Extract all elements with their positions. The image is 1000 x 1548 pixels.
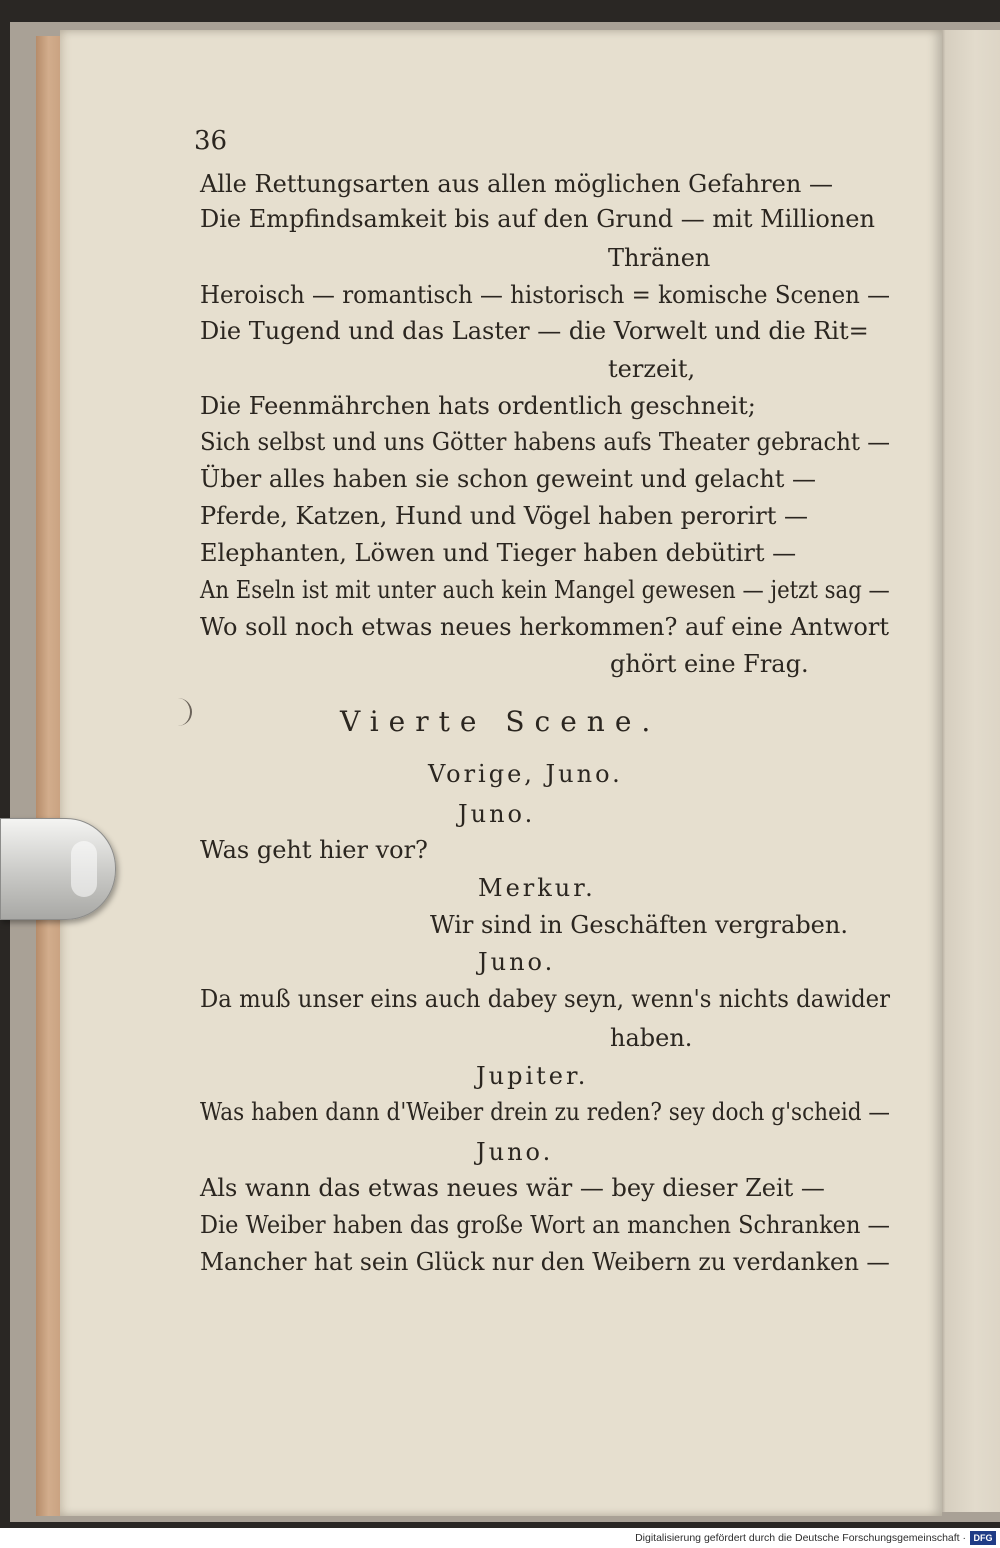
verse-line: Über alles haben sie schon geweint und gelacht — bbox=[200, 465, 817, 493]
verse-line: Pferde, Katzen, Hund und Vögel haben perorirt — bbox=[200, 502, 808, 530]
dialogue-line: Was geht hier vor? bbox=[200, 836, 428, 864]
digitization-credit: Digitalisierung gefördert durch die Deutsche Forschungsgemeinschaft · bbox=[635, 1532, 966, 1544]
speaker-name: Juno. bbox=[458, 800, 536, 828]
verse-line: Die Feenmährchen hats ordentlich geschneit; bbox=[200, 392, 756, 420]
speaker-name: Juno. bbox=[476, 1138, 554, 1166]
dialogue-line: Wir sind in Geschäften vergraben. bbox=[430, 911, 848, 939]
dialogue-line: Mancher hat sein Glück nur den Weibern zu verdanken — bbox=[200, 1248, 890, 1276]
speaker-name: Jupiter. bbox=[476, 1062, 589, 1090]
dialogue-line-continuation: haben. bbox=[610, 1024, 693, 1052]
speaker-name: Merkur. bbox=[478, 874, 596, 902]
dialogue-line: Die Weiber haben das große Wort an manchen Schranken — bbox=[200, 1211, 890, 1239]
stage-direction: Vorige, Juno. bbox=[428, 760, 623, 788]
verse-line-continuation: Thränen bbox=[608, 244, 711, 272]
dialogue-line: Da muß unser eins auch dabey seyn, wenn's nichts dawider bbox=[200, 985, 891, 1013]
verse-line: Die Empfindsamkeit bis auf den Grund — mit Millionen bbox=[200, 205, 875, 233]
verse-line: Wo soll noch etwas neues herkommen? auf eine Antwort bbox=[200, 613, 889, 641]
verse-line-continuation: terzeit, bbox=[608, 355, 696, 383]
verse-line: Elephanten, Löwen und Tieger haben debütirt — bbox=[200, 539, 797, 567]
verse-line: Die Tugend und das Laster — die Vorwelt und die Rit= bbox=[200, 317, 869, 345]
verse-line: Heroisch — romantisch — historisch = komische Scenen — bbox=[200, 281, 891, 309]
dialogue-line: Was haben dann d'Weiber drein zu reden? sey doch g'scheid — bbox=[200, 1098, 890, 1126]
verse-line-continuation: ghört eine Frag. bbox=[610, 650, 809, 678]
page-number: 36 bbox=[194, 126, 228, 156]
verse-line: An Eseln ist mit unter auch kein Mangel gewesen — jetzt sag — bbox=[200, 576, 890, 604]
verse-line: Alle Rettungsarten aus allen möglichen Gefahren — bbox=[200, 170, 833, 198]
dialogue-line: Als wann das etwas neues wär — bey dieser Zeit — bbox=[200, 1174, 825, 1202]
verse-line: Sich selbst und uns Götter habens aufs Theater gebracht — bbox=[200, 428, 891, 456]
dfg-logo: DFG bbox=[970, 1531, 996, 1545]
speaker-name: Juno. bbox=[478, 948, 556, 976]
scene-title: Vierte Scene. bbox=[340, 705, 661, 738]
